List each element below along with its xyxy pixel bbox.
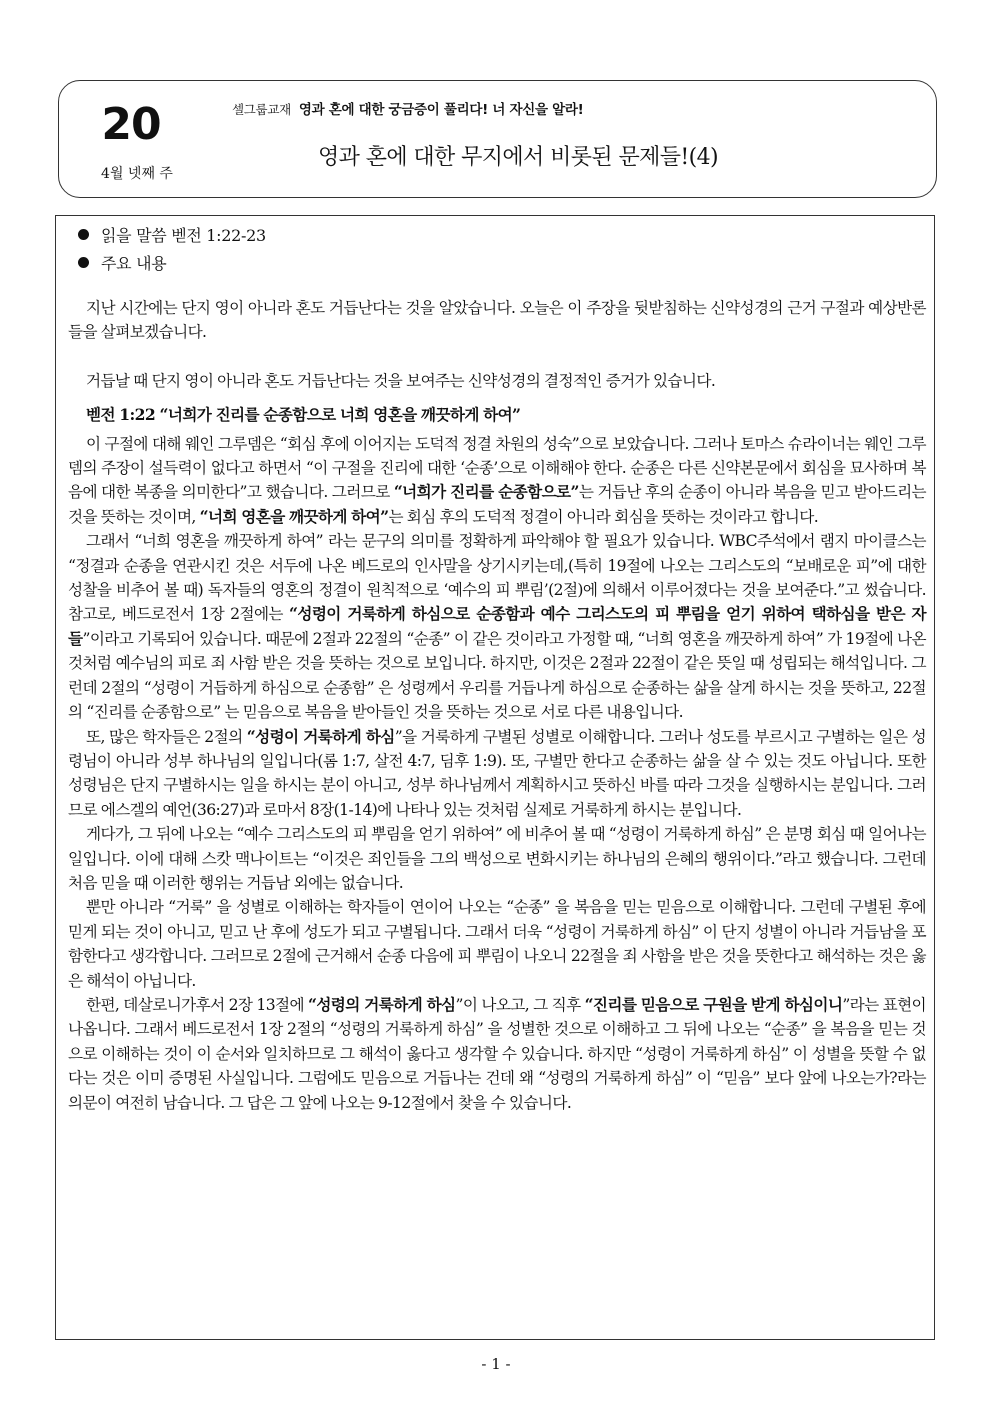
- week-label: 4월 넷째 주: [101, 166, 173, 182]
- paragraph-michaels: 그래서 “너희 영혼을 깨끗하게 하여” 라는 문구의 의미를 정확하게 파악해야 할 필요가 있습니다. WBC주석에서 램지 마이클스는 “정결과 순종을 연관시킨 것은 서두에 나온 베드로의 인사말을 상기시키는데,(특히 19절에 나오는 그리스도의 “보배로운 피”에 대한 성찰을 비추어 볼 때) 독자들의 영혼의 정결이 원칙적으로 ‘예수의 피 뿌림’(2절)에 의해서 이루어졌다는 것을 보여준다.”고 썼습니다. 참고로, 베드로전서 1장 2절에는 “성령이 거룩하게 하심으로 순종함과 예수 그리스도의 피 뿌림을 얻기 위하여 택하심을 받은 자들”이라고 기록되어 있습니다. 때문에 2절과 22절의 “순종” 이 같은 것이라고 가정할 때, “너희 영혼을 깨끗하게 하여” 가 19절에 나온 것처럼 예수님의 피로 죄 사함 받은 것을 뜻하는 것으로 보입니다. 하지만, 이것은 2절과 22절이 같은 뜻일 때 성립되는 해석입니다. 그런데 2절의 “성령이 거듭하게 하심으로 순종함” 은 성령께서 우리를 거듭나게 하심으로 순종하는 삶을 살게 하시는 것을 뜻하고, 22절의 “진리를 순종함으로” 는 믿음으로 복음을 받아들인 것을 뜻하는 것으로 서로 다른 내용입니다.: [68, 532, 926, 722]
- series-prefix: 셀그룹교재: [232, 102, 291, 117]
- lesson-number: 20: [101, 99, 161, 150]
- paragraph-scholars: 또, 많은 학자들은 2절의 “성령이 거룩하게 하심”을 거룩하게 구별된 성별로 이해합니다. 그러나 성도를 부르시고 구별하는 일은 성령님이 아니라 성부 하나님의 일입니다(롬 1:7, 살전 4:7, 딤후 1:9). 또, 구별만 한다고 순종하는 삶을 살 수 있는 것도 아닙니다. 또한 성령님은 단지 구별하시는 일을 하시는 분이 아니고, 성부 하나님께서 계획하시고 뜻하신 바를 따라 그것을 실행하시는 분입니다. 그러므로 에스겔의 예언(36:27)과 로마서 8장(1-14)에 나타나 있는 것처럼 실제로 거룩하게 하시는 분입니다.: [68, 726, 927, 819]
- paragraph-intro: 지난 시간에는 단지 영이 아니라 혼도 거듭난다는 것을 알았습니다. 오늘은 이 주장을 뒷받침하는 신약성경의 근거 구절과 예상반론들을 살펴보겠습니다.: [68, 299, 926, 342]
- reading-bullet: [78, 225, 266, 247]
- paragraph-evidence: 거듭날 때 단지 영이 아니라 혼도 거듭난다는 것을 보여주는 신약성경의 결정적인 증거가 있습니다.: [86, 371, 716, 390]
- paragraph-mcknight: 게다가, 그 뒤에 나오는 “예수 그리스도의 피 뿌림을 얻기 위하여” 에 비추어 볼 때 “성령이 거룩하게 하심” 은 분명 회심 때 일어나는 일입니다. 이에 대해 스캇 맥나이트는 “이것은 죄인들을 그의 백성으로 변화시키는 하나님의 은혜의 행위이다.”라고 했습니다. 그런데 처음 믿을 때 이러한 행위는 거듭남 외에는 없습니다.: [68, 825, 926, 892]
- series-line: [232, 101, 832, 119]
- verse-heading: 벧전 1:22 “너희가 진리를 순종함으로 너희 영혼을 깨끗하게 하여”: [86, 405, 521, 425]
- paragraph-thessalonians: 한편, 데살로니가후서 2장 13절에 “성령의 거룩하게 하심”이 나오고, 그 직후 “진리를 믿음으로 구원을 받게 하심이니”라는 표현이 나옵니다. 그래서 베드로전서 1장 2절의 “성령의 거룩하게 하심” 을 성별한 것으로 이해하고 그 뒤에 나오는 “순종” 을 복음을 믿는 것으로 이해하는 것이 이 순서와 일치하므로 그 해석이 옳다고 생각할 수 있습니다. 하지만 “성령이 거룩하게 하심” 이 성별을 뜻할 수 없다는 것은 이미 증명된 사실입니다. 그럼에도 믿음으로 거듭나는 건데 왜 “성령의 거룩하게 하심” 이 “믿음” 보다 앞에 나오는가?라는 의문이 여전히 남습니다. 그 답은 그 앞에 나오는 9-12절에서 찾을 수 있습니다.: [68, 994, 927, 1112]
- paragraph-grudem: 이 구절에 대해 웨인 그루뎀은 “회심 후에 이어지는 도덕적 정결 차원의 성숙”으로 보았습니다. 그러나 토마스 슈라이너는 웨인 그루뎀의 주장이 설득력이 없다고 하면서 “이 구절을 진리에 대한 ‘순종’으로 이해해야 한다. 순종은 다른 신약본문에서 회심을 묘사하며 복음에 대한 복종을 의미한다”고 했습니다. 그러므로 “너희가 진리를 순종함으로”는 거듭난 후의 순종이 아니라 복음을 믿고 받아드리는 것을 뜻하는 것이며, “너희 영혼을 깨끗하게 하여”는 회심 후의 도덕적 정결이 아니라 회심을 뜻하는 것이라고 합니다.: [68, 434, 927, 526]
- bullet-dot-icon: [78, 229, 89, 240]
- article-body: [68, 296, 926, 1115]
- page-number: - 1 -: [481, 1355, 511, 1373]
- bullet-dot-icon: [78, 257, 89, 268]
- series-title: 영과 혼에 대한 궁금증이 풀리다! 너 자신을 알라!: [298, 102, 584, 118]
- main-content-label: 주요 내용: [101, 254, 167, 273]
- main-content-bullet: [78, 253, 166, 275]
- reading-text: 읽을 말씀 벧전 1:22-23: [101, 226, 266, 245]
- paragraph-holiness: 뿐만 아니라 “거룩” 을 성별로 이해하는 학자들이 연이어 나오는 “순종” 을 복음을 믿는 믿음으로 이해합니다. 그런데 구별된 후에 믿게 되는 것이 아니고, 믿고 난 후에 성도가 되고 구별됩니다. 그래서 더욱 “성령이 거룩하게 하심” 이 단지 성별이 아니라 거듭남을 포함한다고 생각합니다. 그러므로 2절에 근거해서 순종 다음에 피 뿌림이 나오니 22절을 죄 사함을 받은 것을 뜻한다고 해석하는 것은 옳은 해석이 아닙니다.: [68, 898, 926, 990]
- page-title: 영과 혼에 대한 무지에서 비롯된 문제들!(4): [318, 145, 719, 170]
